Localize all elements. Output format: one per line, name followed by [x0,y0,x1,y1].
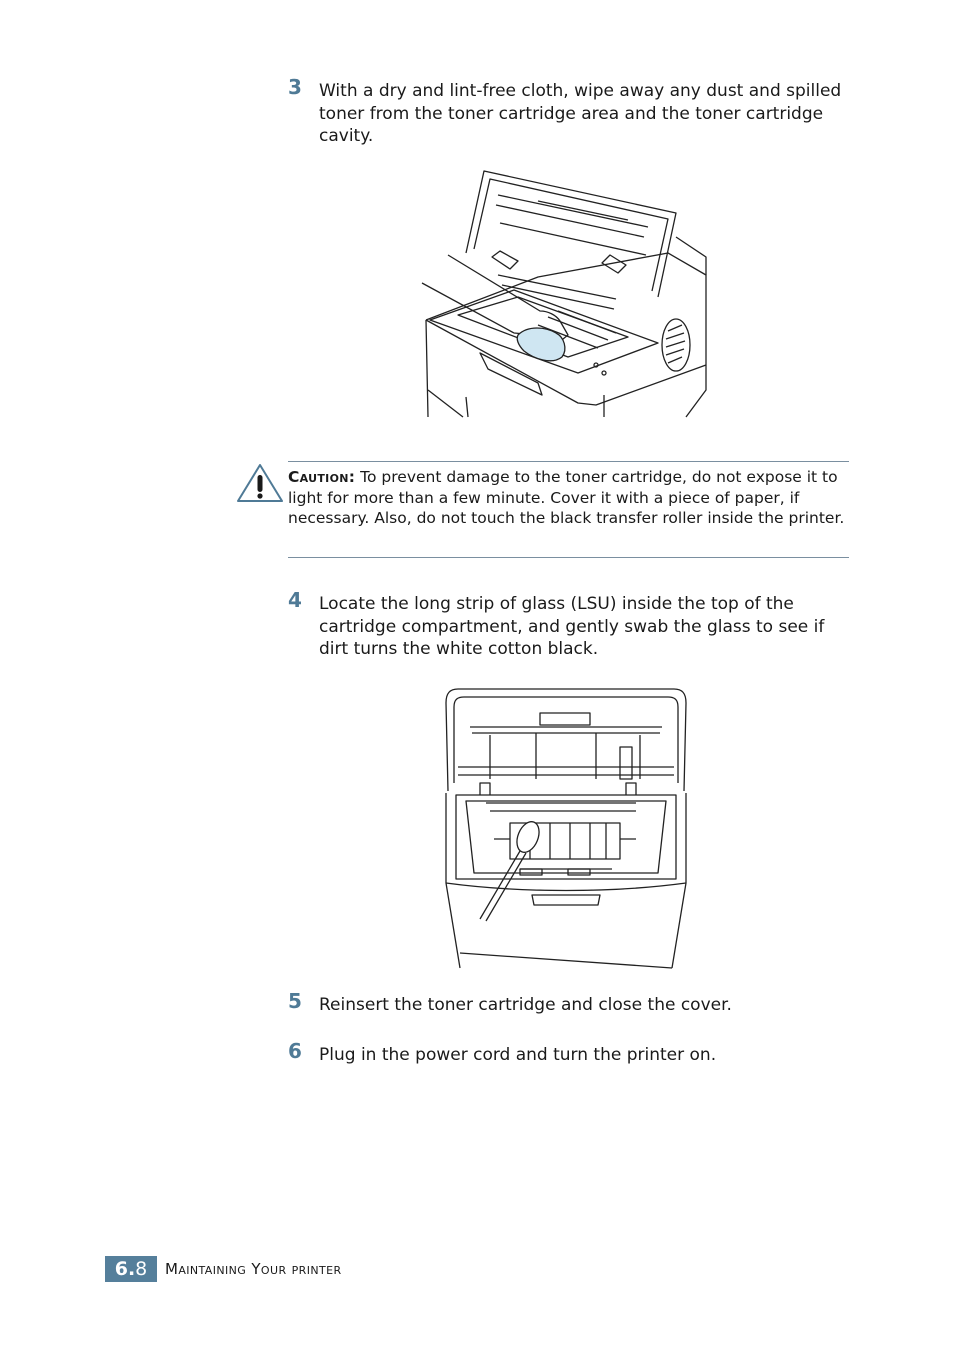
step-number: 4 [288,588,302,612]
step-number: 3 [288,75,302,99]
step-number: 5 [288,989,302,1013]
caution-note [288,467,850,529]
chapter-number: 6. [114,1258,136,1280]
step-text: Reinsert the toner cartridge and close the cover. [319,995,732,1015]
step-text: With a dry and lint-free cloth, wipe away any dust and spilled toner from the toner cartridge area and the toner cartridge cavity. [319,81,842,146]
page-number: 8 [135,1258,148,1280]
caution-body: To prevent damage to the toner cartridge, do not expose it to light for more than a few minute. Cover it with a piece of paper, if necessary. Also, do not touch the black transfer roller inside the printer. [288,468,845,527]
caution-label: Caution: [288,468,356,486]
page-number-badge [105,1256,157,1282]
caution-top-rule [288,461,849,462]
step-text: Locate the long strip of glass (LSU) inside the top of the cartridge compartment, and gently swab the glass to see if dirt turns the white cotton black. [319,594,825,659]
printer-lsu-swab-illustration [440,683,692,971]
chapter-title: Maintaining Your printer [165,1260,342,1278]
step-text: Plug in the power cord and turn the printer on. [319,1045,717,1065]
caution-bottom-rule [288,557,849,558]
step-number: 6 [288,1039,302,1063]
printer-wipe-illustration [418,165,713,423]
warning-triangle-icon [236,462,284,504]
